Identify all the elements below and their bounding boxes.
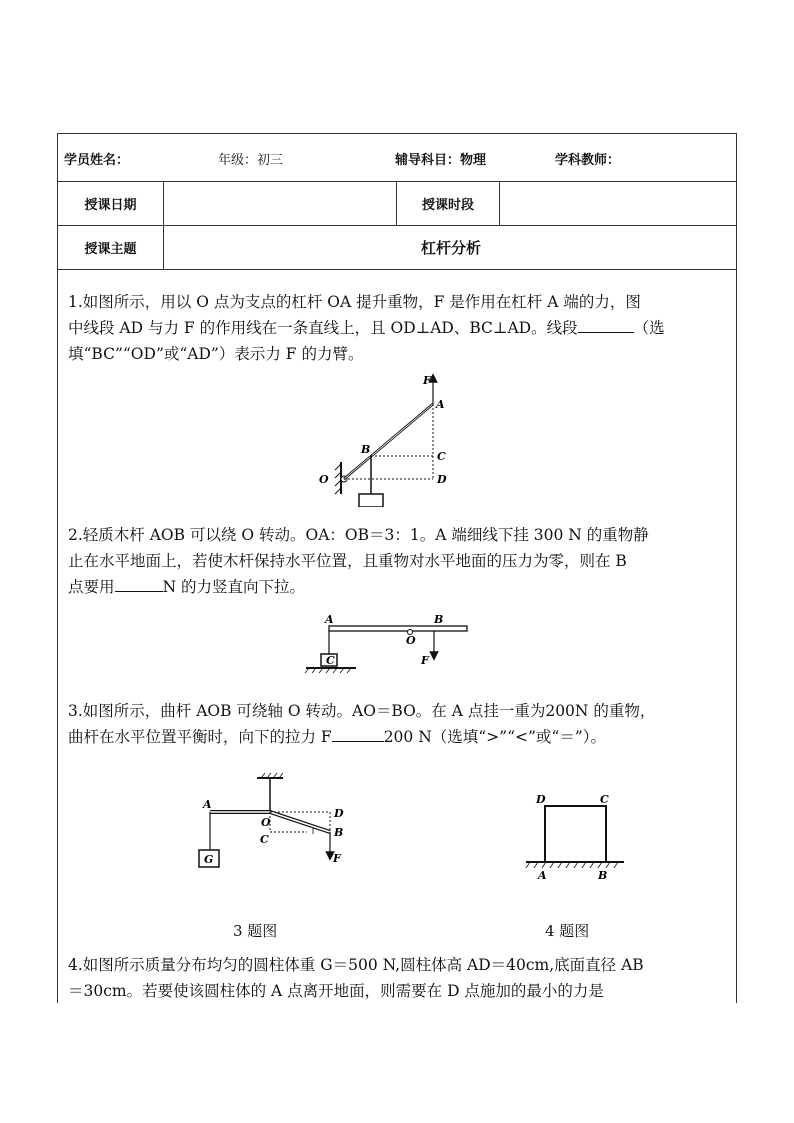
- date-time-row: [58, 182, 736, 226]
- q1-label-d: D: [437, 473, 447, 486]
- q4-caption: 4 题图: [545, 922, 590, 940]
- q3-label-b: B: [334, 826, 344, 839]
- q3-line1: 3.如图所示，曲杆 AOB 可绕轴 O 转动。AO＝BO。在 A 点挂一重为200N 的重物，: [68, 702, 656, 720]
- q3-line2: [68, 724, 730, 750]
- q3-label-g: G: [204, 853, 214, 866]
- question-4: [68, 952, 730, 1004]
- q1-line3: 填“BC”“OD”或“AD”）表示力 F 的力臂。: [68, 345, 364, 363]
- q1-label-f: F: [423, 374, 431, 387]
- subject-label: 辅导科目：物理: [395, 153, 487, 168]
- q2-line3-tail: N 的力竖直向下拉。: [162, 578, 306, 596]
- q2-line3: [68, 574, 730, 600]
- q2-label-b: B: [434, 613, 444, 626]
- q2-lever: [329, 626, 467, 631]
- q1-answer-blank[interactable]: [578, 318, 634, 333]
- topic-label: 授课主题: [58, 226, 164, 269]
- q2-figure: [301, 612, 476, 674]
- q1-figure: [313, 372, 473, 507]
- q1-label-a: A: [436, 398, 445, 411]
- date-label: 授课日期: [58, 182, 164, 225]
- q1-line2-tail: （选: [633, 319, 665, 337]
- q3-label-c: C: [260, 833, 269, 846]
- date-value-cell[interactable]: [164, 182, 397, 225]
- q4-cylinder: [545, 806, 606, 862]
- question-3: [68, 698, 730, 750]
- q4-label-a: A: [538, 869, 547, 882]
- q2-line2: 止在水平地面上，若使木杆保持水平位置，且重物对水平地面的压力为零，则在 B: [68, 552, 627, 570]
- q1-line2: [68, 315, 730, 341]
- q2-label-f: F: [421, 654, 429, 667]
- q4-label-b: B: [598, 869, 608, 882]
- q4-label-c: C: [600, 793, 609, 806]
- header-row: [58, 134, 736, 182]
- q1-weight: [359, 494, 383, 507]
- q3-line2-head: 曲杆在水平位置平衡时，向下的拉力 F: [68, 728, 332, 746]
- time-label: 授课时段: [397, 182, 500, 225]
- time-value-cell[interactable]: [500, 182, 738, 225]
- lesson-sheet: [57, 133, 737, 1003]
- question-2: [68, 522, 730, 600]
- q1-label-b: B: [361, 443, 371, 456]
- q2-label-a: A: [325, 613, 334, 626]
- q3-line2-tail: 200 N（选填“>”“<”或“＝”）。: [383, 728, 607, 746]
- q3-label-a: A: [203, 798, 212, 811]
- q1-label-c: C: [437, 450, 446, 463]
- q4-line1: 4.如图所示质量分布均匀的圆柱体重 G＝500 N,圆柱体高 AD＝40cm,底面直径 AB: [68, 956, 644, 974]
- q3-figure: [195, 770, 360, 870]
- q1-label-o: O: [319, 473, 329, 486]
- q3-label-d: D: [334, 807, 344, 820]
- q2-line1: 2.轻质木杆 AOB 可以绕 O 转动。OA：OB＝3：1。A 端细线下挂 300 N 的重物静: [68, 526, 649, 544]
- q1-line2-text: 中线段 AD 与力 F 的作用线在一条直线上，且 OD⊥AD、BC⊥AD。线段: [68, 319, 578, 337]
- q2-label-c: C: [326, 654, 335, 667]
- question-1: [68, 289, 730, 367]
- q3-label-o: O: [261, 816, 271, 829]
- topic-row: [58, 226, 736, 270]
- topic-value: 杠杆分析: [420, 239, 481, 257]
- teacher-label: 学科教师：: [555, 153, 621, 168]
- q4-label-d: D: [536, 793, 546, 806]
- q2-label-o: O: [406, 634, 416, 647]
- q4-line2: ＝30cm。若要使该圆柱体的 A 点离开地面，则需要在 D 点施加的最小的力是: [68, 982, 604, 1000]
- q3-caption: 3 题图: [233, 922, 278, 940]
- q3-label-f: F: [333, 852, 341, 865]
- q3-answer-blank[interactable]: [332, 727, 384, 742]
- q1-wall-hatch: [335, 462, 341, 494]
- q1-line1: 1.如图所示，用以 O 点为支点的杠杆 OA 提升重物，F 是作用在杠杆 A 端的力，图: [68, 293, 641, 311]
- grade-label: 年级：初三: [218, 153, 284, 168]
- q2-line3-head: 点要用: [68, 578, 115, 596]
- q4-figure: [520, 792, 630, 882]
- q3-ceiling: [257, 773, 283, 778]
- q2-answer-blank[interactable]: [115, 577, 163, 592]
- student-name-label: 学员姓名：: [64, 153, 130, 168]
